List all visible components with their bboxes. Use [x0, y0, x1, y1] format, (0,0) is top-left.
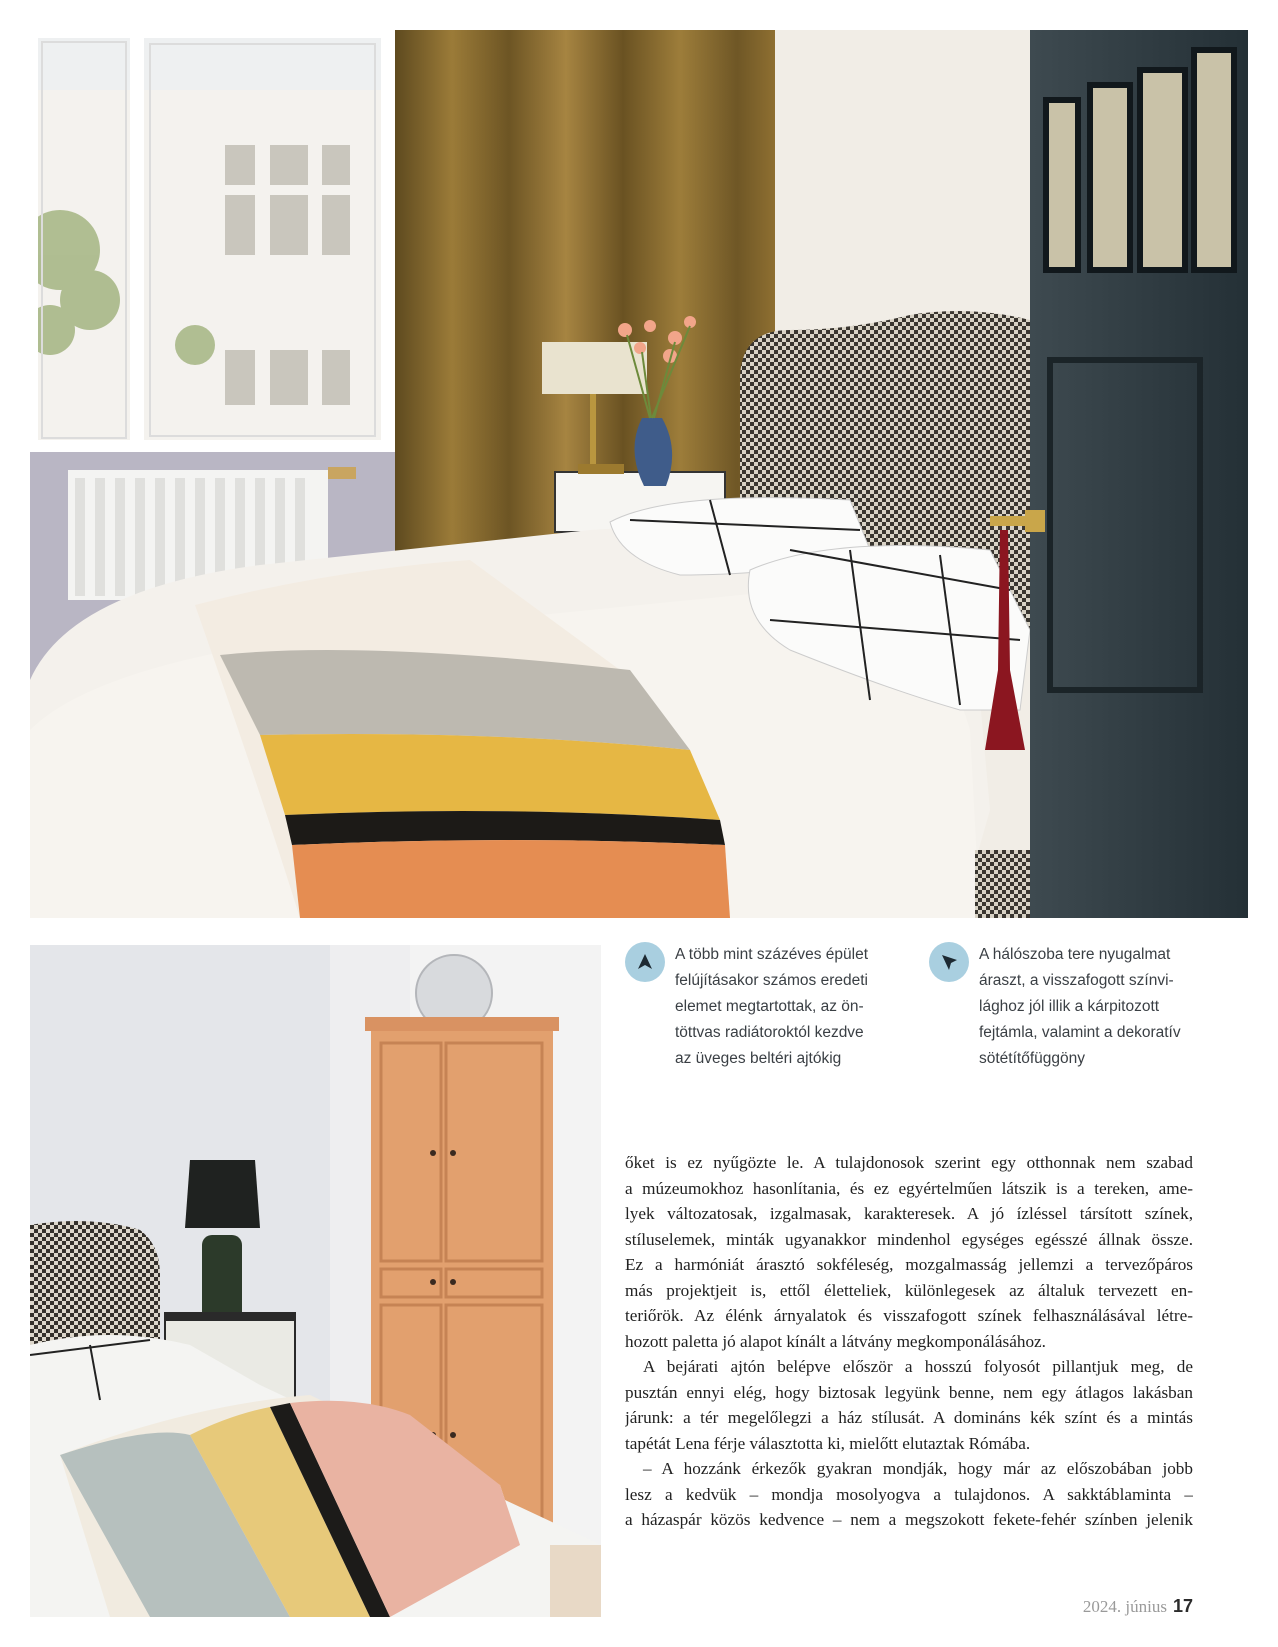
page-footer [1083, 1596, 1193, 1617]
body-line: – A hozzánk érkezők gyakran mondják, hogy már az előszobában jobb [643, 1459, 1193, 1478]
body-line: Ez a harmóniát árasztó sokféleség, mozgalmasság jellemzi a tervezőpáros [625, 1255, 1193, 1274]
bedroom-photo [30, 30, 1248, 918]
caption-line: elemet megtartottak, az ön- [675, 998, 864, 1015]
page-number: 17 [1172, 1596, 1193, 1616]
guest-bedroom-photo [30, 945, 601, 1617]
caption-bedroom [929, 942, 1219, 1072]
body-line: tapétát Lena férje választotta ki, mielőtt elutaztak Rómába. [625, 1433, 1031, 1453]
caption-line: töttvas radiátoroktól kezdve [675, 1024, 864, 1041]
body-line: a múzeumokhoz hasonlítania, és ez egyértelműen látszik is a tereken, ame- [625, 1178, 1193, 1198]
body-line: hozott paletta jó alapot kínált a látvány megkomponálásához. [625, 1331, 1046, 1351]
body-line: lyek változatosak, izgalmasak, karakteresek. A jó ízléssel társított színek, [625, 1204, 1193, 1223]
caption-line: lághoz jól illik a kárpitozott [979, 998, 1160, 1015]
caption-line: fejtámla, valamint a dekoratív [979, 1024, 1181, 1041]
caption-building [625, 942, 905, 1072]
body-line: őket is ez nyűgözte le. A tulajdonosok szerint egy otthonnak nem szabad [625, 1153, 1193, 1172]
body-line: teriőrök. Az élénk árnyalatok és visszafogott színek felhasználásával létre- [625, 1306, 1193, 1325]
body-line: lesz a kedvük – mondja mosolyogva a tulajdonos. A sakktáblaminta – [625, 1484, 1193, 1504]
article-body [625, 1150, 1193, 1533]
caption-line: A több mint százéves épület [675, 946, 869, 963]
body-line: a házaspár közös kedvence – nem a megszokott fekete-fehér színben jelenik [625, 1510, 1193, 1529]
body-line: járunk: a tér megelőlegzi a ház stílusát. A domináns kék színt és a mintás [625, 1408, 1193, 1427]
body-line: A bejárati ajtón belépve először a hosszú folyosót pillantjuk meg, de [643, 1357, 1193, 1376]
caption-line: áraszt, a visszafogott színvi- [979, 972, 1174, 989]
arrow-up-left-icon [929, 942, 969, 982]
body-line: más projektjeit is, ettől életteliek, különlegesek az általuk tervezett en- [625, 1280, 1193, 1300]
caption-line: A hálószoba tere nyugalmat [979, 946, 1171, 963]
caption-line: az üveges beltéri ajtókig [675, 1050, 842, 1067]
issue-date: 2024. június [1082, 1597, 1167, 1616]
caption-line: sötétítőfüggöny [979, 1050, 1085, 1067]
arrow-up-icon [625, 942, 665, 982]
caption-line: felújításakor számos eredeti [675, 972, 868, 989]
body-line: stíluselemek, minták ugyanakkor mindenhol egységes egésszé állnak össze. [625, 1229, 1193, 1249]
body-line: pusztán ennyi elég, hogy biztosak legyünk benne, nem egy átlagos lakásban [625, 1382, 1193, 1402]
